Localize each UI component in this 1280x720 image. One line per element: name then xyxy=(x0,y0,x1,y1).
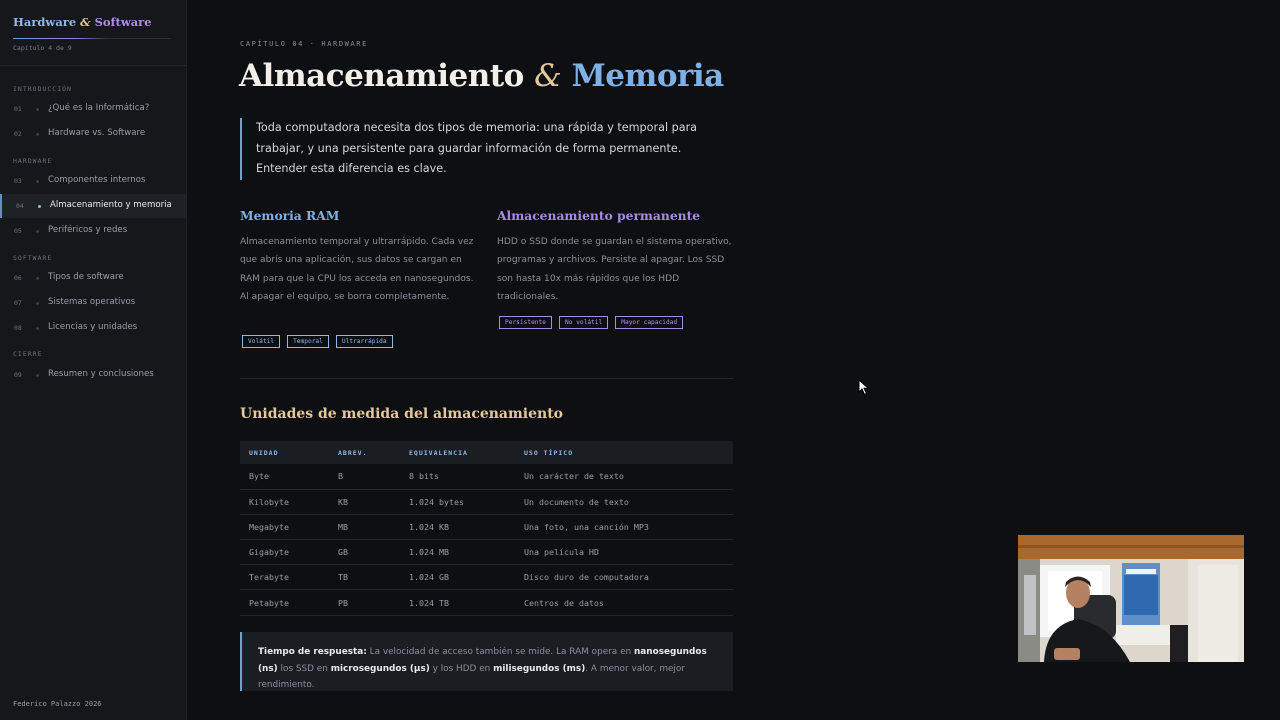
author-footer: Federico Palazzo 2026 xyxy=(13,700,102,708)
nav-label: Componentes internos xyxy=(48,175,146,185)
ram-heading: Memoria RAM xyxy=(240,208,340,223)
nav-label: ¿Qué es la Informática? xyxy=(48,103,150,113)
nav-num: 02 xyxy=(14,130,22,138)
nav-num: 09 xyxy=(14,371,22,379)
nav-label: Licencias y unidades xyxy=(48,322,138,332)
bullet-icon xyxy=(38,205,41,208)
nav-item-04-active[interactable] xyxy=(0,194,186,218)
nav-num: 05 xyxy=(14,227,22,235)
cell: Terabyte xyxy=(240,565,329,590)
callout-ns: nanosegundos (ns) xyxy=(258,647,707,674)
nav-label: Tipos de software xyxy=(48,272,124,282)
tag-persistente: Persistente xyxy=(499,316,552,329)
storage-heading: Almacenamiento permanente xyxy=(497,208,701,223)
table-row xyxy=(240,514,733,539)
title-part1: Almacenamiento xyxy=(239,58,524,94)
cell: Disco duro de computadora xyxy=(515,565,733,590)
cell: TB xyxy=(329,565,400,590)
nav-label: Almacenamiento y memoria xyxy=(50,200,172,210)
cell: Kilobyte xyxy=(240,489,329,514)
cell: Un documento de texto xyxy=(515,489,733,514)
sidebar xyxy=(0,0,187,720)
nav-item-09[interactable] xyxy=(0,363,186,387)
cell: 1.024 GB xyxy=(400,565,515,590)
nav-item-05[interactable] xyxy=(0,219,186,243)
title-part2: Memoria xyxy=(571,58,724,94)
callout-text: La velocidad de acceso también se mide. La RAM opera en xyxy=(369,647,632,657)
title-amp: & xyxy=(534,58,562,94)
tag-volatil: Volátil xyxy=(242,335,280,348)
cell: Petabyte xyxy=(240,590,329,615)
brand-underline xyxy=(13,38,171,39)
sidebar-divider xyxy=(0,65,186,66)
bullet-icon xyxy=(36,133,39,136)
table-row xyxy=(240,540,733,565)
section-label-hardware: HARDWARE xyxy=(13,157,53,165)
nav-num: 01 xyxy=(14,105,22,113)
chapter-eyebrow: CAPÍTULO 04 · HARDWARE xyxy=(240,40,368,48)
cell: B xyxy=(329,464,400,489)
chapter-counter: Capítulo 4 de 9 xyxy=(13,44,72,52)
callout-text: . A menor valor, mejor rendimiento. xyxy=(258,663,685,690)
ram-description: Almacenamiento temporal y ultrarrápido. Cada vez que abrís una aplicación, sus datos se cargan en RAM para que la CPU los acceda en nanosegundos. Al apagar el equipo, se borra completamente. xyxy=(240,237,474,303)
nav-item-01[interactable] xyxy=(0,97,186,121)
ram-tags xyxy=(242,335,393,348)
brand-amp: & xyxy=(80,15,91,29)
nav-label: Sistemas operativos xyxy=(48,297,136,307)
cell: Byte xyxy=(240,464,329,489)
cell: Gigabyte xyxy=(240,540,329,565)
nav-num: 06 xyxy=(14,274,22,282)
cell: 1.024 TB xyxy=(400,590,515,615)
col-abrev: ABREV. xyxy=(338,448,368,457)
callout-text: los SSD en xyxy=(280,663,328,674)
brand-software: Software xyxy=(94,15,152,29)
bullet-icon xyxy=(36,277,39,280)
nav-num: 08 xyxy=(14,324,22,332)
cell: MB xyxy=(329,514,400,539)
table-row xyxy=(240,464,733,489)
cell: 1.024 MB xyxy=(400,540,515,565)
units-heading: Unidades de medida del almacenamiento xyxy=(240,406,564,422)
cell: KB xyxy=(329,489,400,514)
cell: Una película HD xyxy=(515,540,733,565)
callout-text: y los HDD en xyxy=(432,663,491,674)
table-row xyxy=(240,565,733,590)
nav-num: 03 xyxy=(14,177,22,185)
tag-ultrarrapida: Ultrarrápida xyxy=(336,335,393,348)
bullet-icon xyxy=(36,180,39,183)
bullet-icon xyxy=(36,230,39,233)
nav-item-02[interactable] xyxy=(0,122,186,146)
section-label-intro: INTRODUCCIÓN xyxy=(13,85,72,93)
callout-label: Tiempo de respuesta: xyxy=(258,647,367,657)
units-table xyxy=(240,441,733,616)
bullet-icon xyxy=(36,302,39,305)
cell: 1.024 bytes xyxy=(400,489,515,514)
cell: GB xyxy=(329,540,400,565)
cell: 1.024 KB xyxy=(400,514,515,539)
brand-title[interactable] xyxy=(13,15,152,29)
webcam-overlay xyxy=(1018,535,1244,662)
bullet-icon xyxy=(36,327,39,330)
lead-paragraph: Toda computadora necesita dos tipos de memoria: una rápida y temporal para trabajar, y una persistente para guardar información de forma permanente. Entender esta diferencia es clave. xyxy=(240,118,733,180)
section-divider xyxy=(240,378,733,379)
cell: Una foto, una canción MP3 xyxy=(515,514,733,539)
tag-temporal: Temporal xyxy=(287,335,329,348)
nav-label: Hardware vs. Software xyxy=(48,128,146,138)
cell: PB xyxy=(329,590,400,615)
col-equivalencia: EQUIVALENCIA xyxy=(409,448,468,457)
nav-item-03[interactable] xyxy=(0,169,186,193)
response-time-callout xyxy=(240,632,733,691)
cell: Megabyte xyxy=(240,514,329,539)
cell: Centros de datos xyxy=(515,590,733,615)
storage-description: HDD o SSD donde se guardan el sistema operativo, programas y archivos. Persiste al apagar. Los SSD son hasta 10x más rápidos que los HDD tradicionales. xyxy=(497,237,732,303)
nav-num: 07 xyxy=(14,299,22,307)
page-title xyxy=(239,58,724,94)
bullet-icon xyxy=(36,108,39,111)
nav-label: Periféricos y redes xyxy=(48,225,128,235)
section-label-cierre: CIERRE xyxy=(13,350,43,358)
storage-tags xyxy=(499,316,683,329)
bullet-icon xyxy=(36,374,39,377)
cell: Un carácter de texto xyxy=(515,464,733,489)
tag-no-volatil: No volátil xyxy=(559,316,608,329)
col-uso: USO TÍPICO xyxy=(524,448,574,457)
table-row xyxy=(240,590,733,615)
nav-item-08[interactable] xyxy=(0,316,186,340)
tag-mayor-capacidad: Mayor capacidad xyxy=(615,316,683,329)
cell: 8 bits xyxy=(400,464,515,489)
mouse-cursor-icon xyxy=(858,379,870,396)
nav-num: 04 xyxy=(16,202,24,210)
section-label-software: SOFTWARE xyxy=(13,254,53,262)
callout-us: microsegundos (μs) xyxy=(330,663,430,674)
brand-hardware: Hardware xyxy=(13,15,77,29)
nav-item-07[interactable] xyxy=(0,291,186,315)
nav-item-06[interactable] xyxy=(0,266,186,290)
callout-ms: milisegundos (ms) xyxy=(493,663,586,674)
presenter-video-image xyxy=(1018,535,1244,662)
table-row xyxy=(240,489,733,514)
nav-label: Resumen y conclusiones xyxy=(48,369,154,379)
col-unidad: UNIDAD xyxy=(249,448,279,457)
table-header-row xyxy=(240,441,733,464)
